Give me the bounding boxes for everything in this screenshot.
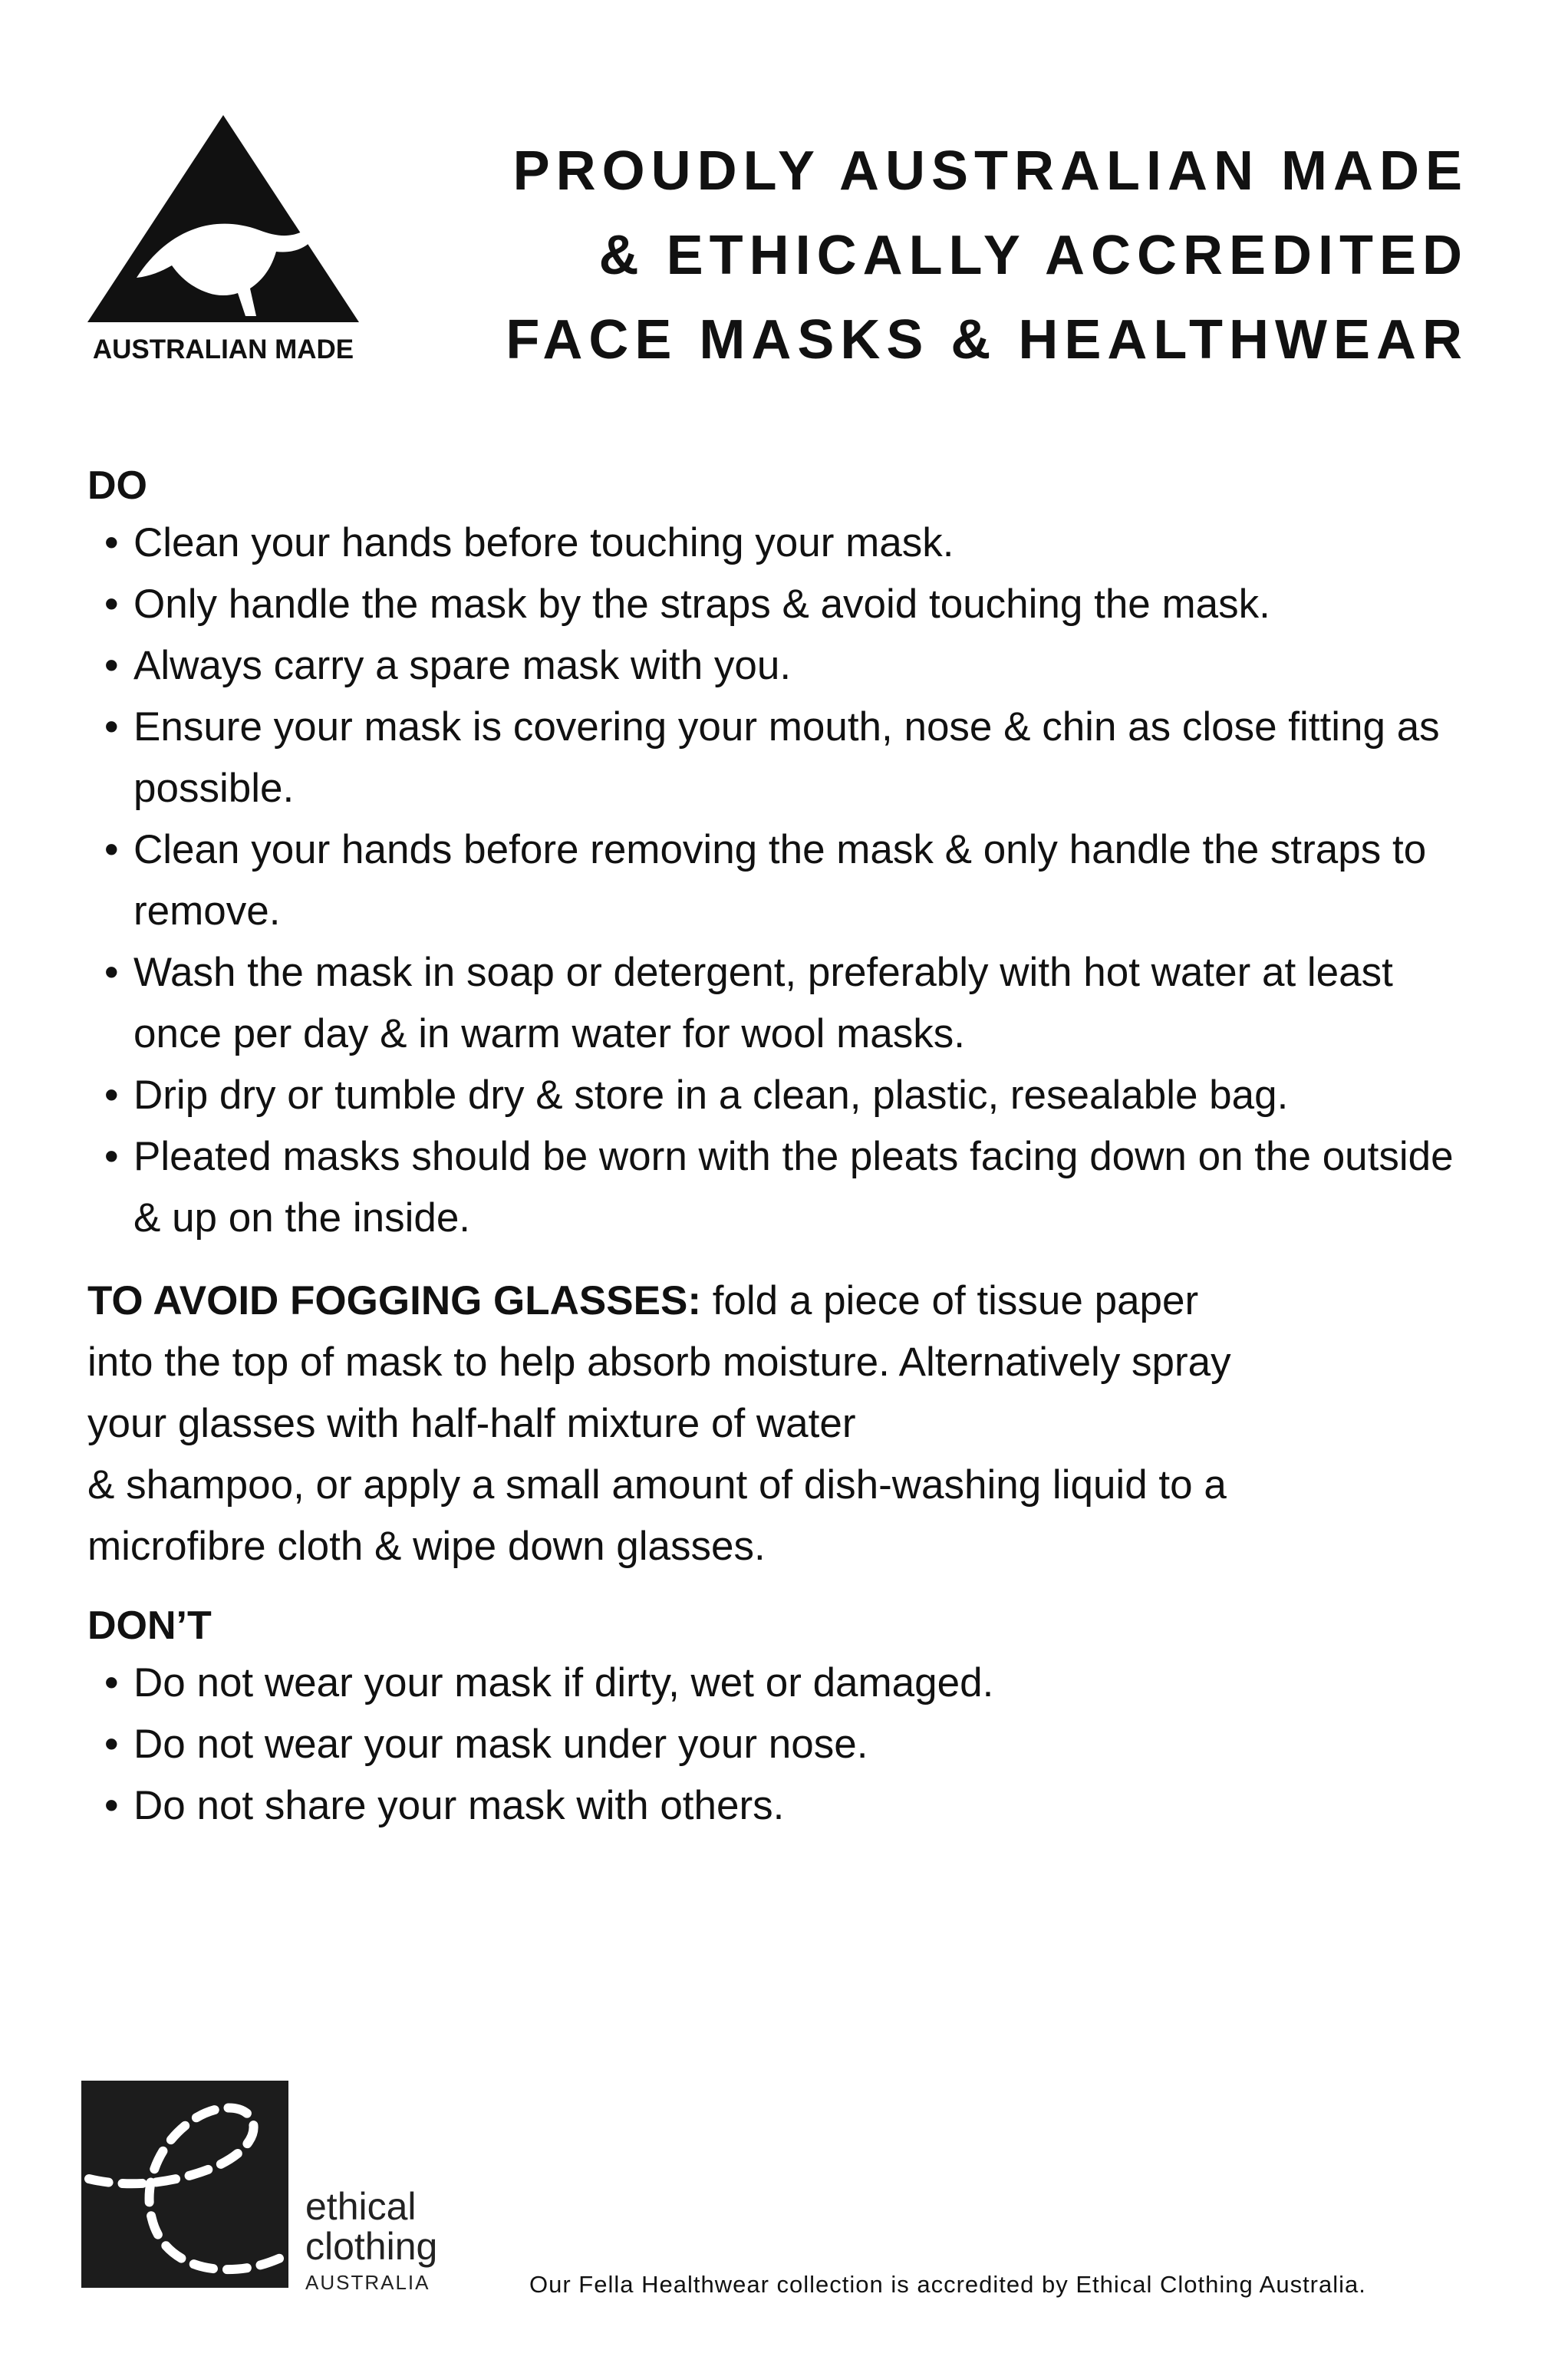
list-item-text: Clean your hands before touching your mask. <box>133 520 954 565</box>
list-item <box>104 1065 1491 1126</box>
ethical-clothing-wordmark <box>305 2187 437 2295</box>
fogging-text-2: into the top of mask to help absorb moisture. Alternatively spray <box>87 1340 1231 1385</box>
bullet-icon: • <box>104 520 119 565</box>
do-list <box>87 512 1491 1249</box>
fogging-paragraph <box>87 1270 1484 1577</box>
fogging-text-1: fold a piece of tissue paper <box>700 1278 1199 1323</box>
australian-made-kangaroo-icon <box>83 115 364 330</box>
bullet-icon: • <box>104 1783 119 1828</box>
eca-word-ethical: ethical <box>305 2185 417 2228</box>
eca-word-clothing: clothing <box>305 2225 438 2268</box>
list-item-text: Only handle the mask by the straps & avoid touching the mask. <box>133 582 1270 627</box>
fogging-heading: TO AVOID FOGGING GLASSES: <box>87 1278 701 1323</box>
list-item-text: Do not wear your mask under your nose. <box>133 1722 868 1767</box>
fogging-text-5: microfibre cloth & wipe down glasses. <box>87 1524 766 1569</box>
accreditation-note: Our Fella Healthwear collection is accredited by Ethical Clothing Australia. <box>529 2271 1366 2298</box>
dont-heading: DON’T <box>87 1603 212 1648</box>
title-line-2: & ETHICALLY ACCREDITED <box>598 225 1468 286</box>
ethical-clothing-e-icon <box>81 2081 288 2288</box>
title-line-3: FACE MASKS & HEALTHWEAR <box>506 309 1468 371</box>
bullet-icon: • <box>104 1134 119 1179</box>
bullet-icon: • <box>104 950 119 995</box>
list-item-text: Do not wear your mask if dirty, wet or damaged. <box>133 1660 994 1705</box>
bullet-icon: • <box>104 827 119 872</box>
list-item <box>104 1714 1491 1775</box>
do-heading: DO <box>87 463 147 508</box>
bullet-icon: • <box>104 1722 119 1767</box>
list-item <box>104 942 1491 1065</box>
list-item-text: Clean your hands before removing the mask & only handle the straps to remove. <box>133 827 1427 934</box>
list-item <box>104 1126 1491 1249</box>
dont-list <box>87 1653 1491 1837</box>
list-item <box>104 1775 1491 1837</box>
list-item <box>104 697 1491 819</box>
bullet-icon: • <box>104 704 119 750</box>
bullet-icon: • <box>104 1660 119 1705</box>
list-item-text: Always carry a spare mask with you. <box>133 643 792 688</box>
bullet-icon: • <box>104 582 119 627</box>
list-item <box>104 512 1491 574</box>
list-item-text: Do not share your mask with others. <box>133 1783 785 1828</box>
list-item <box>104 574 1491 635</box>
australian-made-label: AUSTRALIAN MADE <box>92 334 354 364</box>
ethical-clothing-logo <box>81 2081 288 2288</box>
australian-made-logo <box>83 115 364 365</box>
list-item-text: Pleated masks should be worn with the pleats facing down on the outside & up on the inside. <box>133 1134 1454 1241</box>
list-item <box>104 635 1491 697</box>
list-item-text: Drip dry or tumble dry & store in a clean, plastic, resealable bag. <box>133 1073 1289 1118</box>
list-item-text: Wash the mask in soap or detergent, preferably with hot water at least once per day & in warm water for wool masks. <box>133 950 1393 1056</box>
fogging-text-4: & shampoo, or apply a small amount of dish-washing liquid to a <box>87 1462 1227 1508</box>
title-line-1: PROUDLY AUSTRALIAN MADE <box>512 140 1468 202</box>
list-item-text: Ensure your mask is covering your mouth, nose & chin as close fitting as possible. <box>133 704 1440 811</box>
main-content <box>87 459 1491 1837</box>
fogging-text-3: your glasses with half-half mixture of water <box>87 1401 856 1446</box>
bullet-icon: • <box>104 1073 119 1118</box>
list-item <box>104 1653 1491 1714</box>
bullet-icon: • <box>104 643 119 688</box>
eca-word-australia: AUSTRALIA <box>305 2271 430 2294</box>
page-title <box>506 129 1468 382</box>
list-item <box>104 819 1491 942</box>
